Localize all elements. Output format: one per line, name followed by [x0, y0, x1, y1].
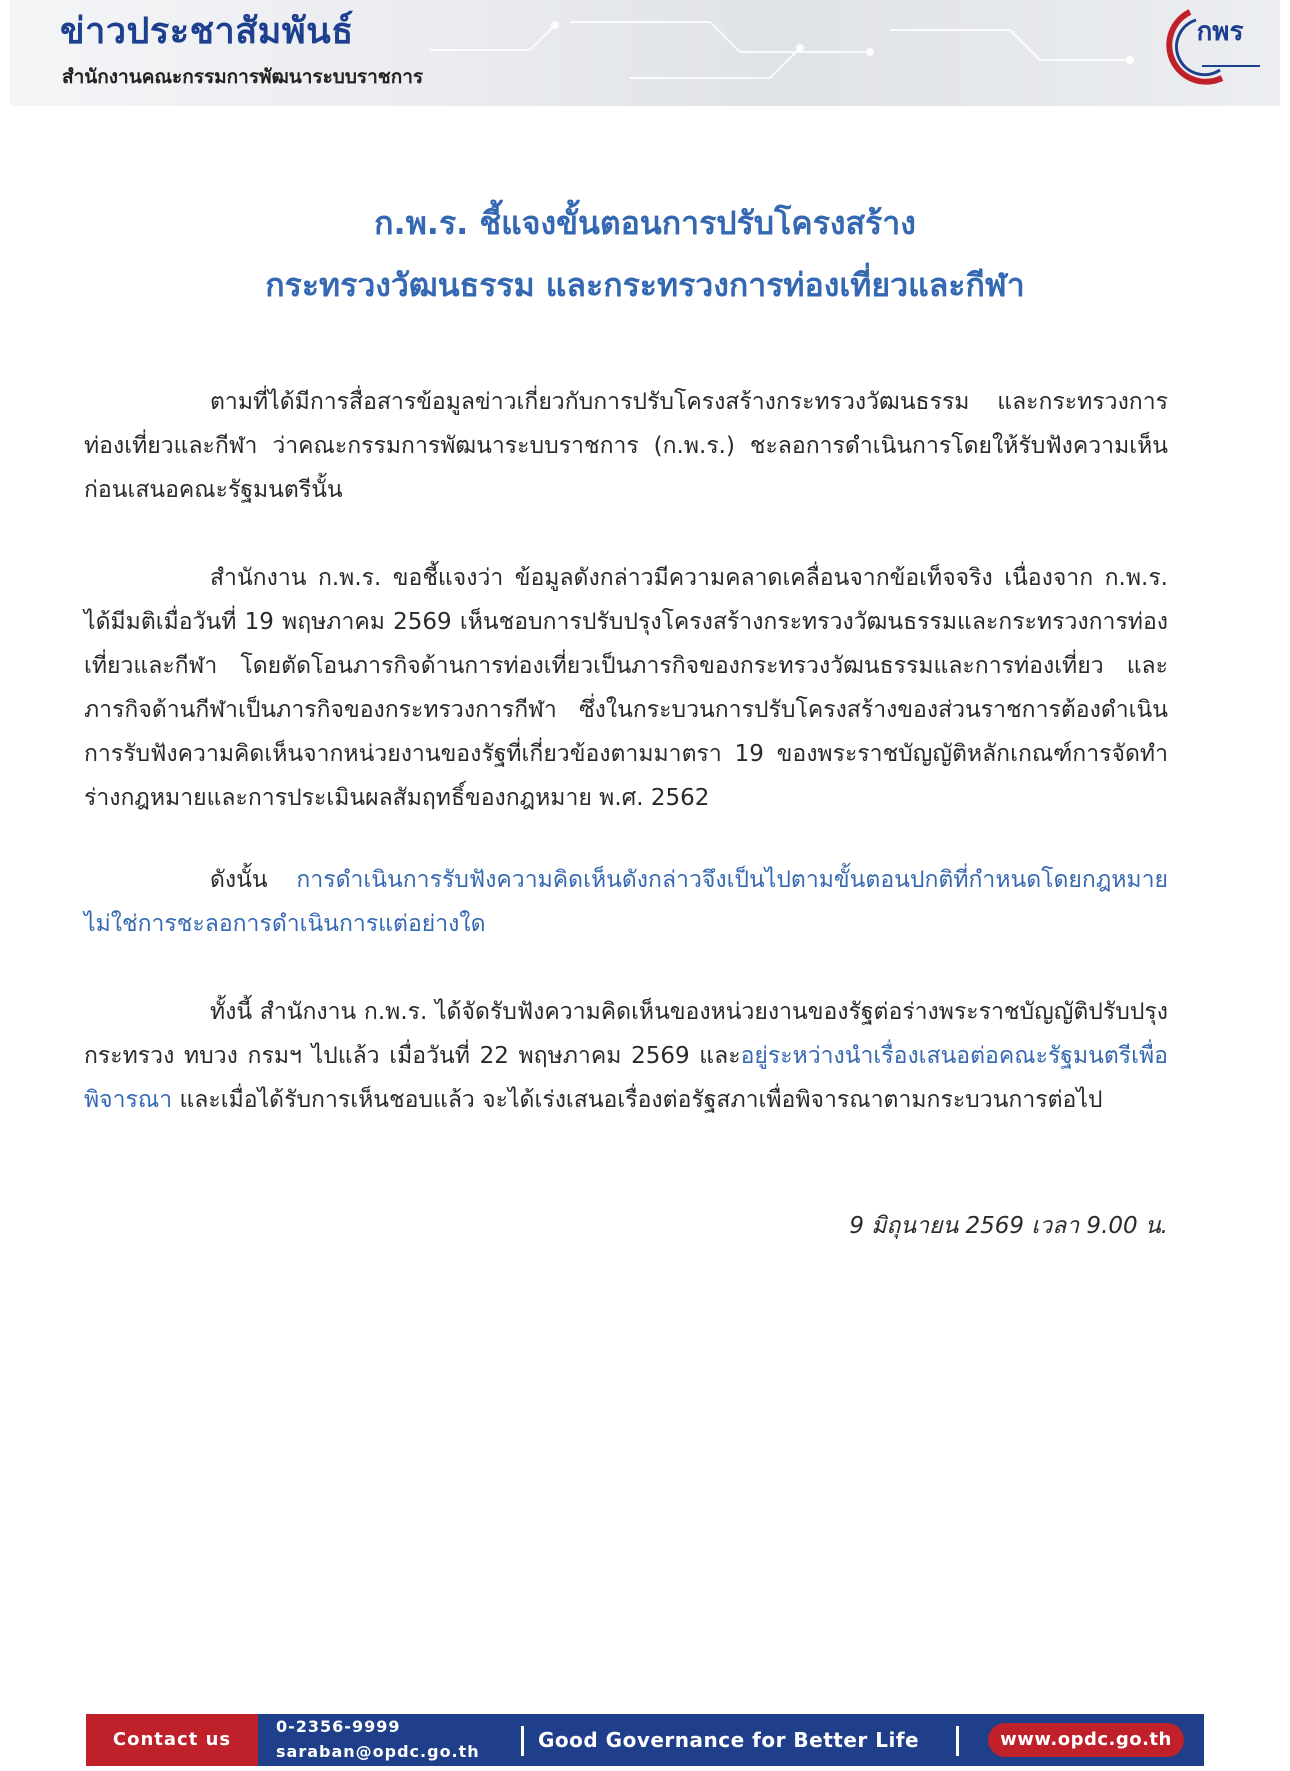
opdc-logo-icon [1160, 0, 1270, 88]
document-date: 9 มิถุนายน 2569 เวลา 9.00 น. [849, 1213, 1168, 1239]
paragraph-4 [84, 990, 1168, 1122]
document-title [0, 192, 1290, 316]
header-subtitle: สำนักงานคณะกรรมการพัฒนาระบบราชการ [62, 66, 424, 88]
header-banner [10, 0, 1280, 106]
paragraph-4-highlight: อยู่ระหว่างนำเรื่องเสนอต่อคณะรัฐมนตรีเพื่อพิจารณา [84, 1043, 1168, 1113]
footer-slogan: Good Governance for Better Life [538, 1728, 920, 1752]
logo-text: กพร [1196, 17, 1244, 47]
header-title: ข่าวประชาสัมพันธ์ [60, 11, 354, 52]
footer-divider [521, 1726, 524, 1756]
footer-divider [956, 1726, 959, 1756]
paragraph-1: ตามที่ได้มีการสื่อสารข้อมูลข่าวเกี่ยวกับการปรับโครงสร้างกระทรวงวัฒนธรรม และกระทรวงการท่องเที่ยวและกีฬา ว่าคณะกรรมการพัฒนาระบบราชการ (ก.พ.ร.) ชะลอการดำเนินการโดยให้รับฟังความเห็นก่อนเสนอคณะรัฐมนตรีนั้น [84, 389, 1168, 503]
website-link[interactable]: www.opdc.go.th [988, 1723, 1184, 1757]
paragraph-2: สำนักงาน ก.พ.ร. ขอชี้แจงว่า ข้อมูลดังกล่าวมีความคลาดเคลื่อนจากข้อเท็จจริง เนื่องจาก ก.พ.ร. ได้มีมติเมื่อวันที่ 19 พฤษภาคม 2569 เห็นชอบการปรับปรุงโครงสร้างกระทรวงวัฒนธรรมและกระทรวงการท่องเที่ยวและกีฬา โดยตัดโอนภารกิจด้านการท่องเที่ยวเป็นภารกิจของกระทรวงวัฒนธรรมและการท่องเที่ยว และภารกิจด้านกีฬาเป็นภารกิจของกระทรวงการกีฬา ซึ่งในกระบวนการปรับโครงสร้างของส่วนราชการต้องดำเนินการรับฟังความคิดเห็นจากหน่วยงานของรัฐที่เกี่ยวข้องตามมาตรา 19 ของพระราชบัญญัติหลักเกณฑ์การจัดทำร่างกฎหมายและการประเมินผลสัมฤทธิ์ของกฎหมาย พ.ศ. 2562 [84, 565, 1168, 811]
title-line-2: กระทรวงวัฒนธรรม และกระทรวงการท่องเที่ยวและกีฬา [265, 266, 1025, 304]
paragraph-4-start: ทั้งนี้ สำนักงาน ก.พ.ร. ได้จัดรับฟังความคิดเห็นของหน่วยงานของรัฐต่อร่างพระราชบัญญัติปรับปรุงกระทรวง ทบวง กรมฯ ไปแล้ว เมื่อวันที่ 22 พฤษภาคม 2569 และ [84, 999, 1168, 1069]
contact-label: Contact us [86, 1714, 258, 1766]
paragraph-3 [84, 858, 1168, 946]
footer-bar [86, 1714, 1204, 1766]
paragraph-4-end: และเมื่อได้รับการเห็นชอบแล้ว จะได้เร่งเสนอเรื่องต่อรัฐสภาเพื่อพิจารณาตามกระบวนการต่อไป [172, 1087, 1103, 1113]
paragraph-3-start: ดังนั้น [210, 867, 297, 893]
paragraph-3-highlight: การดำเนินการรับฟังความคิดเห็นดังกล่าวจึงเป็นไปตามขั้นตอนปกติที่กำหนดโดยกฎหมาย ไม่ใช่การชะลอการดำเนินการแต่อย่างใด [84, 867, 1168, 937]
contact-email[interactable]: saraban@opdc.go.th [276, 1742, 480, 1761]
contact-phone[interactable]: 0-2356-9999 [276, 1717, 401, 1736]
title-line-1: ก.พ.ร. ชี้แจงขั้นตอนการปรับโครงสร้าง [374, 204, 916, 242]
